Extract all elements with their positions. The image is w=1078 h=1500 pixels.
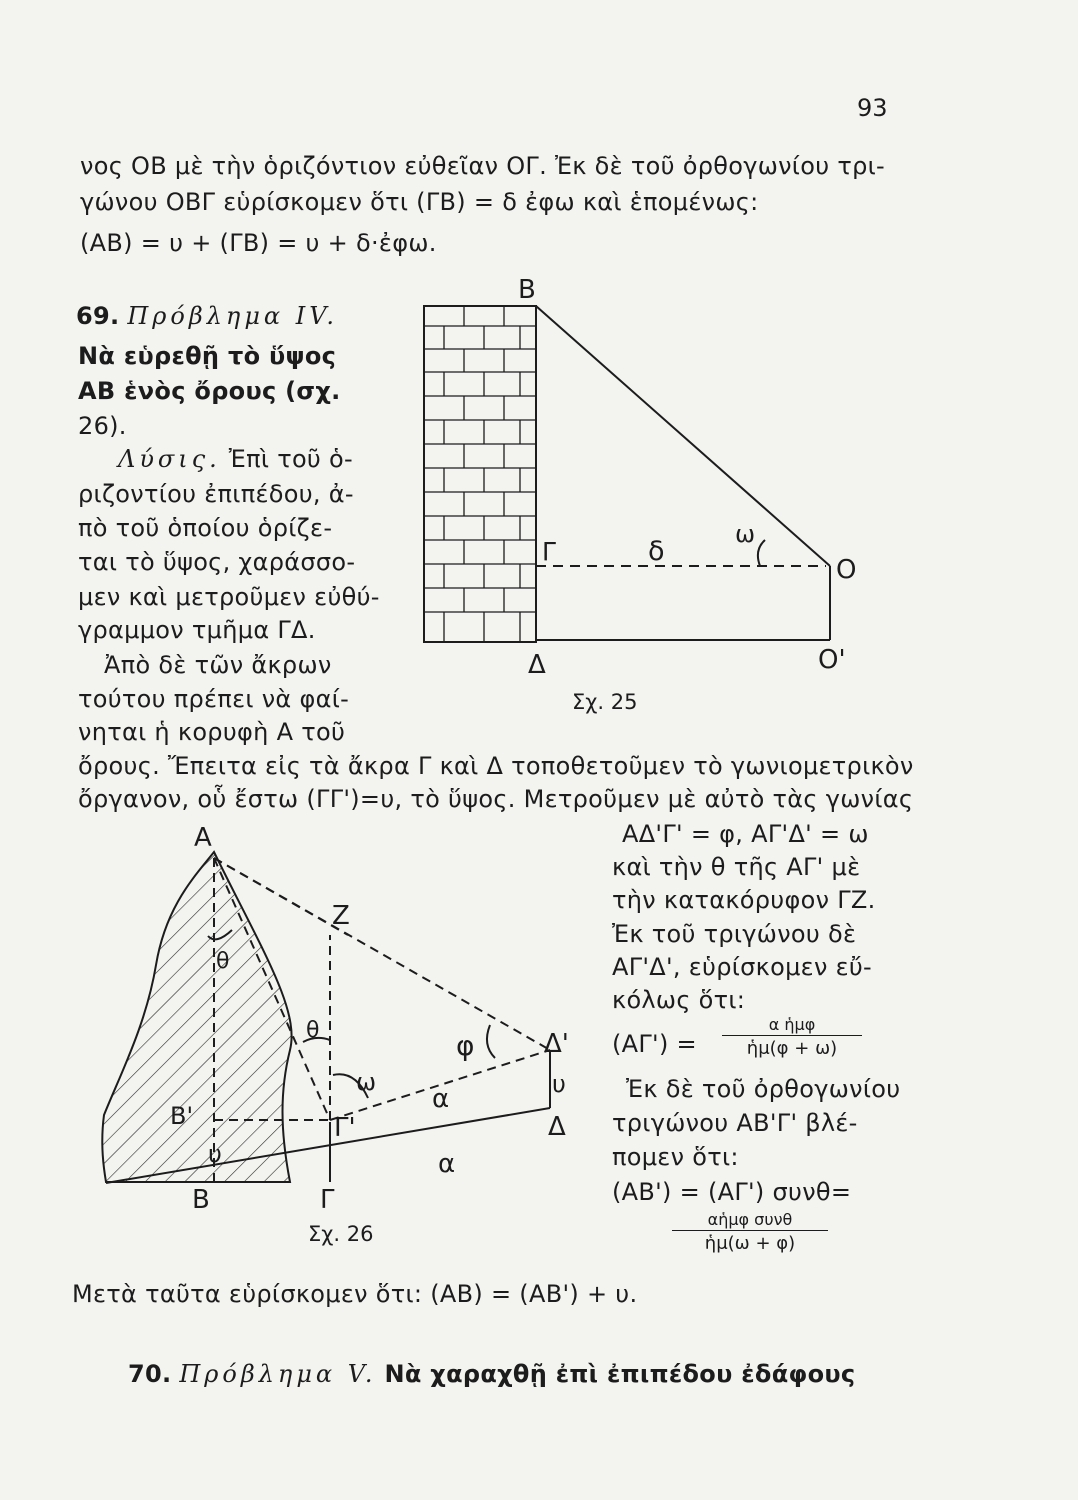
solution-text: Ἐπὶ τοῦ ὁ-	[228, 445, 353, 473]
fig26-label-Bp: Β'	[170, 1102, 194, 1130]
brick-wall	[424, 306, 536, 642]
fig26-label-B: Β	[192, 1185, 210, 1215]
text-line: μεν καὶ μετροῦμεν εὐθύ-	[78, 583, 380, 611]
fig26-label-Z: Ζ	[332, 901, 350, 931]
fig26-label-A: Α	[194, 823, 212, 853]
problem-heading: Πρόβλημα V.	[179, 1360, 377, 1388]
fig25-label-B: Β	[518, 275, 536, 305]
text-line: τὴν κατακόρυφον ΓΖ.	[612, 886, 876, 914]
text-line: (ΑΒ') = (ΑΓ') συνθ=	[612, 1178, 852, 1206]
problem-heading: Πρόβλημα IV.	[127, 302, 338, 330]
text-line: Ἀπὸ δὲ τῶν ἄκρων	[104, 651, 332, 679]
fig26-label-a1: α	[432, 1084, 450, 1114]
fig26-label-a2: α	[438, 1149, 456, 1179]
fraction-numerator: αἡμφ συνθ	[672, 1210, 828, 1231]
fig26-label-Gp: Γ'	[334, 1113, 356, 1143]
problem-number: 69.	[76, 302, 120, 330]
mountain	[102, 852, 291, 1182]
text-line: γραμμον τμῆμα ΓΔ.	[78, 616, 316, 644]
fig26-label-theta1: θ	[216, 949, 230, 974]
text-line: (ΑΒ) = υ + (ΓΒ) = υ + δ·ἐφω.	[80, 229, 437, 257]
conclusion-line: Μετὰ ταῦτα εὑρίσκομεν ὅτι: (ΑΒ) = (ΑΒ') + υ.	[72, 1280, 638, 1308]
problem-number: 70.	[128, 1360, 172, 1388]
fig25-label-Op: Ο'	[818, 645, 846, 675]
fig26-label-D: Δ	[548, 1112, 566, 1142]
page-number: 93	[857, 94, 888, 122]
text-line: Ἐκ τοῦ τριγώνου δὲ	[612, 920, 857, 948]
fraction-numerator: α ἡμφ	[722, 1015, 862, 1036]
figure-25	[424, 306, 830, 642]
figure-26	[102, 852, 550, 1183]
angle-arc	[758, 540, 765, 566]
text-line: ΑΔ'Γ' = φ, ΑΓ'Δ' = ω	[622, 820, 869, 848]
text-line: πομεν ὅτι:	[612, 1143, 739, 1171]
text-line: ὄρους. Ἔπειτα εἰς τὰ ἄκρα Γ καὶ Δ τοποθετοῦμεν τὸ γωνιομετρικὸν	[78, 752, 914, 780]
text-line: τριγώνου ΑΒ'Γ' βλέ-	[612, 1109, 858, 1137]
fig26-label-Dp: Δ'	[544, 1029, 569, 1059]
fig25-label-O: Ο	[836, 555, 857, 585]
solution-label: Λύσις.	[118, 445, 221, 473]
problem-statement: 26).	[78, 412, 127, 440]
fig26-label-u1: υ	[552, 1070, 566, 1098]
problem-statement: Νὰ εὑρεθῇ τὸ ὕψος	[78, 342, 337, 370]
fig26-label-theta2: θ	[306, 1018, 320, 1043]
brick-grid	[424, 306, 536, 642]
text-line: νηται ἡ κορυφὴ Α τοῦ	[78, 718, 346, 746]
fig26-label-omega: ω	[356, 1068, 377, 1096]
figure-25-caption: Σχ. 25	[572, 690, 638, 714]
problem-statement: ΑΒ ἑνὸς ὄρους (σχ.	[78, 377, 341, 405]
text-line: Ἐκ δὲ τοῦ ὀρθογωνίου	[626, 1075, 901, 1103]
text-line: πὸ τοῦ ὁποίου ὁρίζε-	[78, 514, 333, 542]
figure-26-caption: Σχ. 26	[308, 1222, 374, 1246]
text-line: ριζοντίου ἐπιπέδου, ἀ-	[78, 480, 354, 508]
fig25-label-delta: δ	[648, 536, 665, 567]
fig26-label-phi: φ	[456, 1029, 475, 1062]
fig25-label-G: Γ	[542, 537, 556, 566]
fig25-label-omega: ω	[735, 520, 756, 548]
text-line: ται τὸ ὕψος, χαράσσο-	[78, 548, 356, 576]
text-line: ὄργανον, οὗ ἔστω (ΓΓ')=υ, τὸ ὕψος. Μετροῦμεν μὲ αὐτὸ τὰς γωνίας	[78, 785, 914, 813]
fig25-label-D: Δ	[528, 650, 546, 680]
text-line: νος ΟΒ μὲ τὴν ὁριζόντιον εὐθεῖαν ΟΓ. Ἐκ δὲ τοῦ ὀρθογωνίου τρι-	[80, 152, 885, 180]
fig26-label-u2: υ	[208, 1140, 222, 1168]
formula-lhs: (ΑΓ') =	[612, 1030, 697, 1058]
text-line: κόλως ὅτι:	[612, 986, 746, 1014]
fraction-denominator: ἡμ(ω + φ)	[704, 1233, 796, 1254]
problem-statement: Νὰ χαραχθῇ ἐπὶ ἐπιπέδου ἐδάφους	[384, 1360, 856, 1388]
angle-arc-phi	[487, 1025, 495, 1058]
sight-line	[536, 306, 830, 566]
fig26-label-G: Γ	[320, 1185, 335, 1215]
text-line: γώνου ΟΒΓ εὑρίσκομεν ὅτι (ΓΒ) = δ ἐφω καὶ ἑπομένως:	[80, 188, 759, 216]
text-line: τούτου πρέπει νὰ φαί-	[78, 685, 350, 713]
text-line: καὶ τὴν θ τῆς ΑΓ' μὲ	[612, 853, 861, 881]
text-line: ΑΓ'Δ', εὑρίσκομεν εὔ-	[612, 953, 873, 981]
fraction-denominator: ἡμ(φ + ω)	[746, 1038, 838, 1059]
